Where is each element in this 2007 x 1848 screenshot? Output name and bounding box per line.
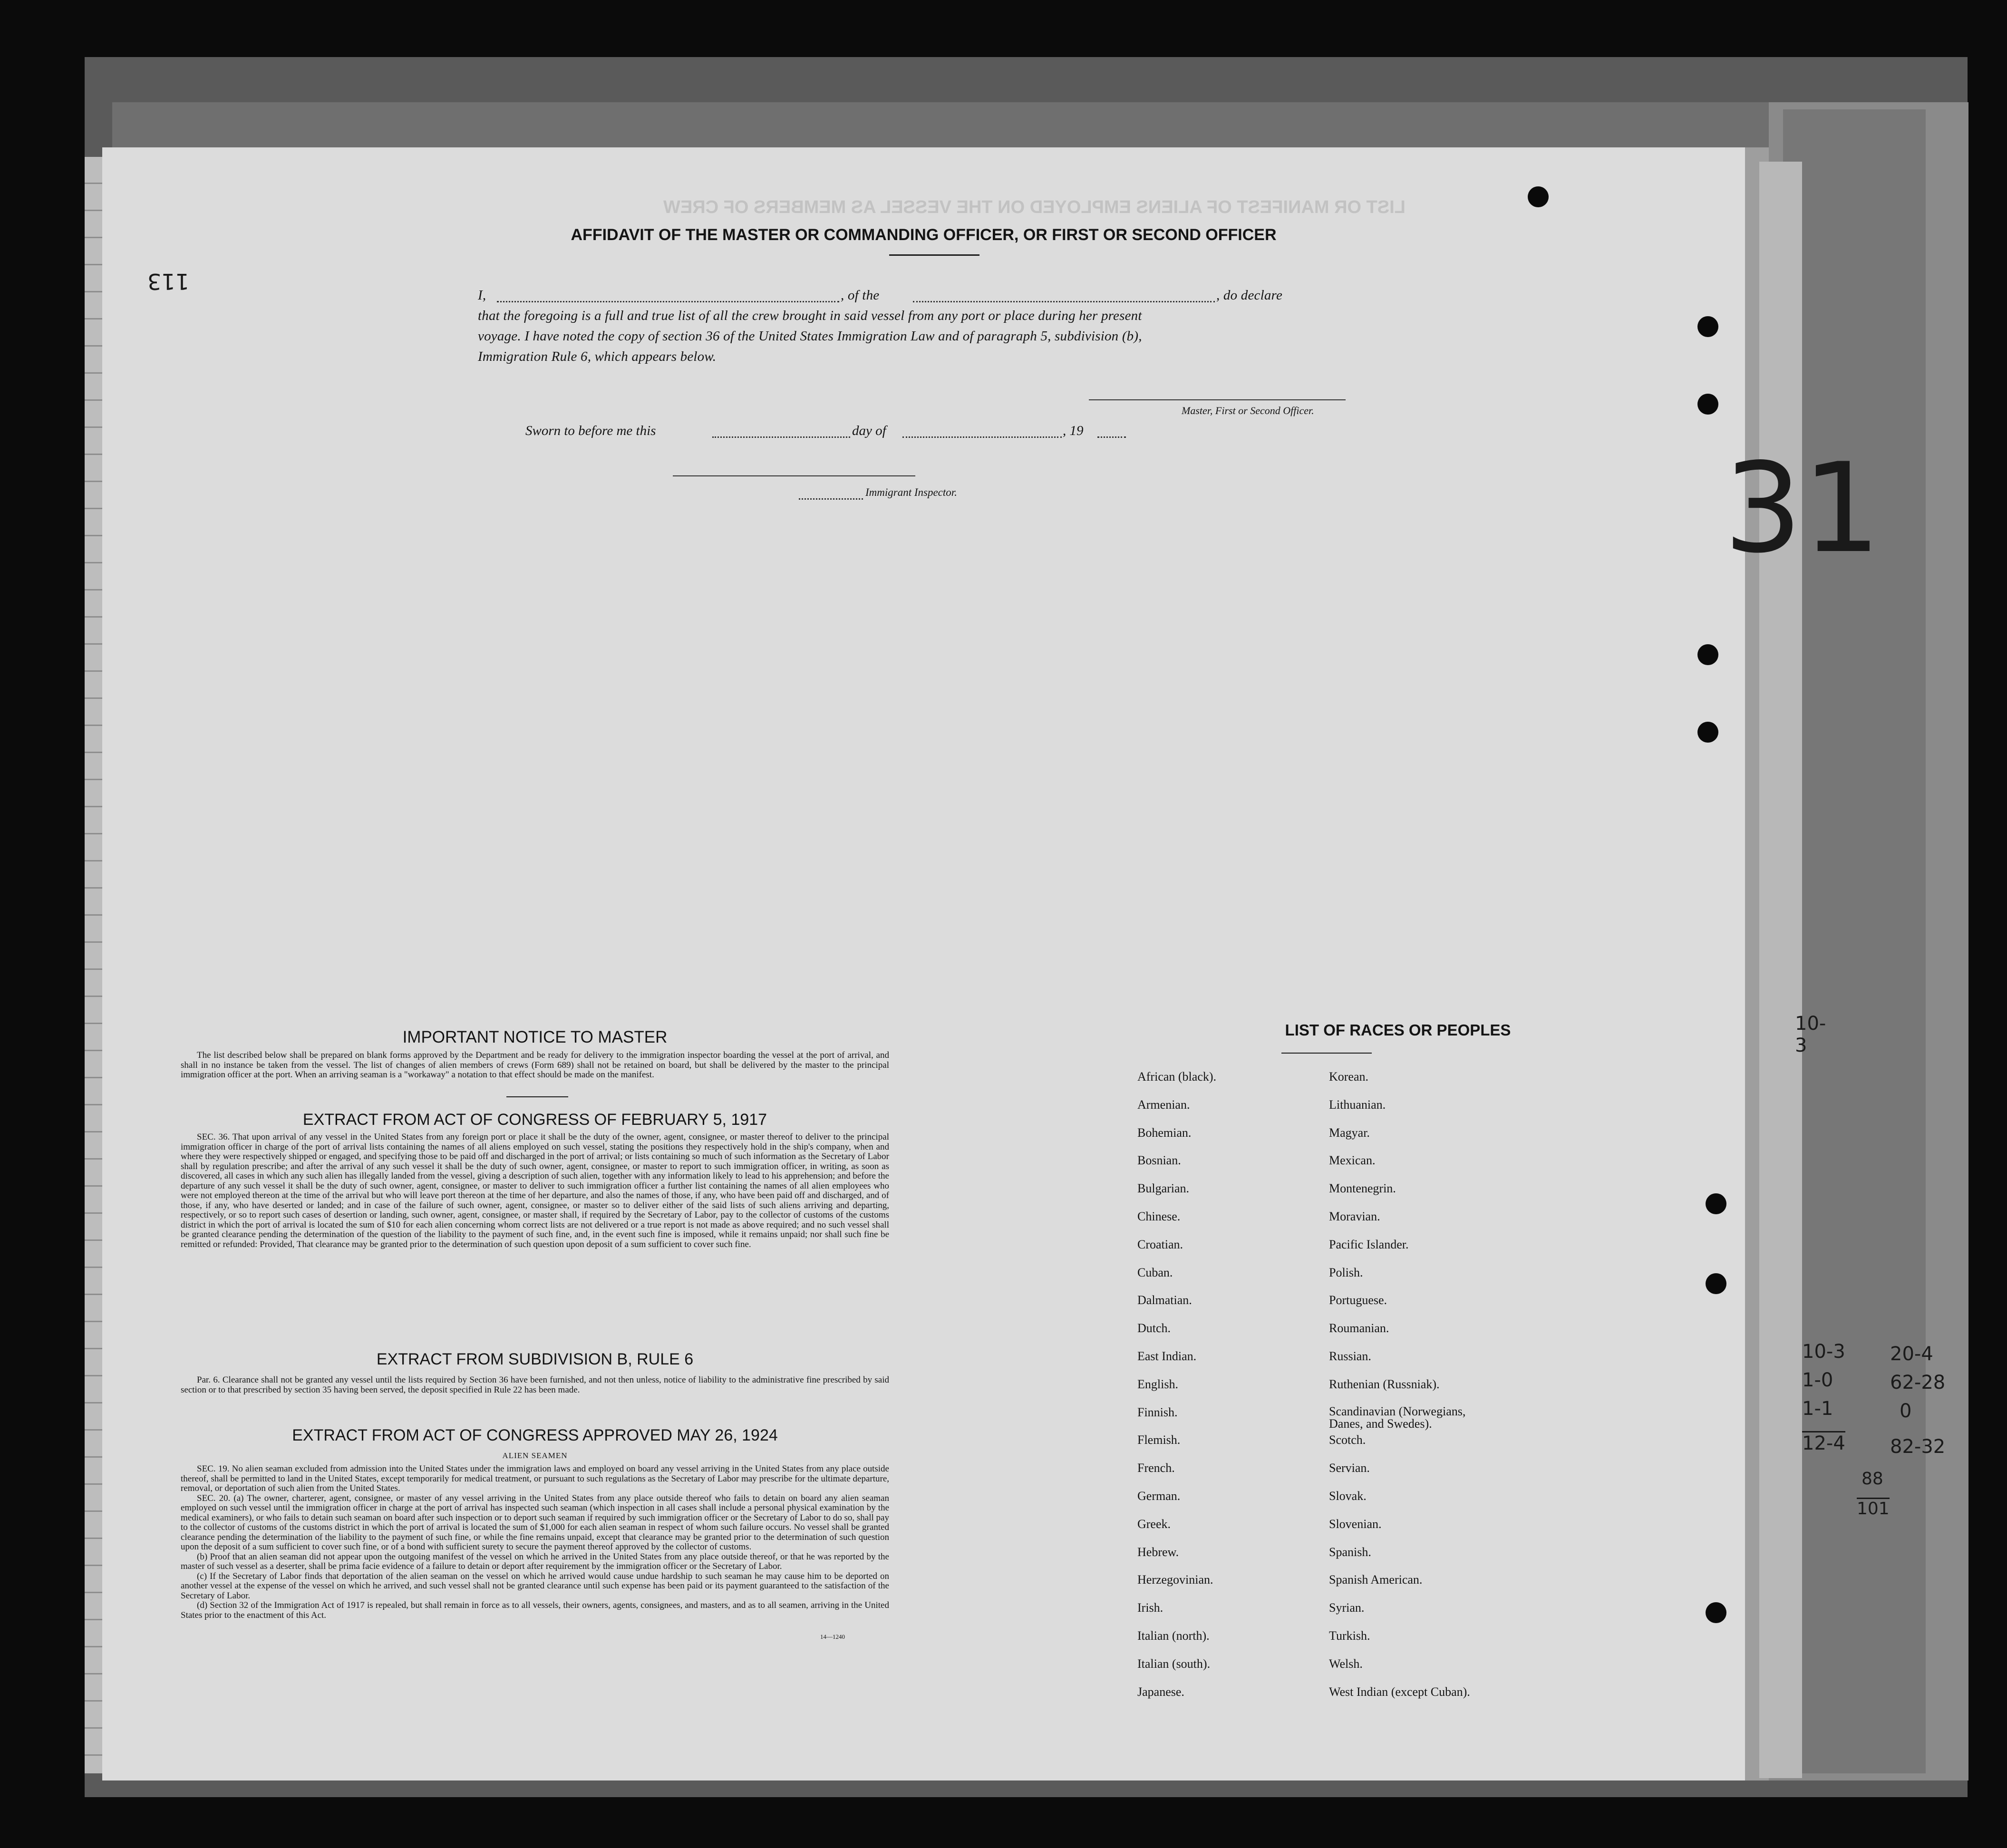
- affidavit-title: AFFIDAVIT OF THE MASTER OR COMMANDING OFFICER, OR FIRST OR SECOND OFFICER: [571, 226, 1277, 244]
- race-item: Dutch.: [1137, 1321, 1171, 1335]
- year-line: [1097, 436, 1126, 438]
- handwritten-tally-total: 12-4: [1802, 1431, 1845, 1454]
- race-item: Bohemian.: [1137, 1125, 1192, 1140]
- back-sheet-strip: [112, 102, 1776, 147]
- race-item: Ruthenian (Russniak).: [1329, 1377, 1440, 1391]
- affidavit-do-declare: , do declare: [1216, 288, 1283, 303]
- extract-rule6-body: [181, 1375, 889, 1395]
- race-item: Magyar.: [1329, 1125, 1370, 1140]
- section-20d-paragraph: (d) Section 32 of the Immigration Act of 1917 is repealed, but shall remain in force as to all vessels, their owners, agents, consignees, and masters, and as to all seamen, arriving in the United States prior to the enactment of this Act.: [181, 1600, 889, 1620]
- race-item: Chinese.: [1137, 1209, 1181, 1223]
- extract-1924-body: [181, 1464, 889, 1620]
- races-title-rule: [1281, 1053, 1372, 1054]
- race-item: Flemish.: [1137, 1433, 1181, 1447]
- race-item: Turkish.: [1329, 1629, 1370, 1643]
- punch-hole: [1706, 1602, 1726, 1623]
- section-20a-paragraph: SEC. 20. (a) The owner, charterer, agent, consignee, or master of any vessel arriving in the United States from any place outside thereof who fails to detain on board any alien seaman employed on such vessel until the immigration officer in charge at the port of arrival has inspected such seaman (which inspection in all cases shall include a personal physical examination by the medical examiners), or who fails to detain such seaman on board after such inspection or to deport such seaman if required by such immigration officer or the Secretary of Labor to do so, shall pay to the collector of customs of the customs district in which the port of arrival is located the sum of $1,000 for each alien seaman in respect of whom such failure occurs. No vessel shall be granted clearance pending the determination of the liability to the payment of such fine, or while the fine remains unpaid, except that clearance may be granted prior to the determination of such question upon the deposit of a sum sufficient to cover such fine, or of a bond with sufficient surety to secure the payment thereof approved by the collector of customs.: [181, 1493, 889, 1552]
- race-item: Moravian.: [1329, 1209, 1380, 1223]
- section-19-paragraph: SEC. 19. No alien seaman excluded from admission into the United States under the immigration laws and employed on board any vessel arriving in the United States from any place outside thereof, shall be permitted to land in the United States, except temporarily for medical treatment, or pursuant to such regulations as the Secretary of Labor may prescribe for the ultimate departure, removal, or deportation of such alien from the United States.: [181, 1464, 889, 1493]
- race-item: French.: [1137, 1461, 1175, 1475]
- section-20c-paragraph: (c) If the Secretary of Labor finds that deportation of the alien seaman on the vessel on which he arrived would cause undue hardship to such seaman he may cause him to be deported on another vessel at the expense of the vessel on which he arrived, and such vessel shall not be granted clearance until such expense has been paid or its payment guaranteed to the satisfaction of the Secretary of Labor.: [181, 1571, 889, 1601]
- race-item: Slovak.: [1329, 1489, 1367, 1503]
- race-item: Spanish American.: [1329, 1573, 1423, 1587]
- punch-hole: [1697, 394, 1718, 415]
- race-item: Montenegrin.: [1329, 1181, 1396, 1196]
- handwritten-page-number: 31: [1724, 437, 1881, 581]
- punch-hole: [1697, 644, 1718, 665]
- handwritten-tally-9: 101: [1857, 1498, 1890, 1519]
- race-item: Scandinavian (Norwegians, Danes, and Swedes).: [1329, 1404, 1466, 1431]
- extract-1917-title: EXTRACT FROM ACT OF CONGRESS OF FEBRUARY 5, 1917: [302, 1111, 767, 1129]
- rule6-paragraph: Par. 6. Clearance shall not be granted any vessel until the lists required by Section 36 have been furnished, and not then unless, notice of liability to the administrative fine prescribed by said section or to that prescribed by section 35 having been served, the deposit specified in Rule 22 has been made.: [181, 1375, 889, 1395]
- race-item: Bosnian.: [1137, 1153, 1181, 1168]
- race-item: Italian (north).: [1137, 1629, 1210, 1643]
- race-item: Lithuanian.: [1329, 1097, 1386, 1112]
- inspector-signature-line: [673, 475, 915, 476]
- handwritten-tally-1: 10-3: [1795, 1013, 1826, 1056]
- notice-paragraph: The list described below shall be prepared on blank forms approved by the Department and be ready for delivery to the immigration inspector boarding the vessel at the port of arrival, and shall in no instance be taken from the vessel. The list of changes of alien members of crews (Form 689) shall not be retained on board, but shall be delivered by the master to the principal immigration officer at the port. When an arriving seaman is a "workaway" a notation to that effect should be made on the manifest.: [181, 1050, 889, 1080]
- sworn-day-line: [712, 436, 850, 438]
- race-item: Dalmatian.: [1137, 1293, 1192, 1307]
- race-item: Korean.: [1329, 1070, 1369, 1084]
- race-item: Slovenian.: [1329, 1517, 1382, 1531]
- handwritten-tally-7: 82-32: [1890, 1436, 1946, 1458]
- inspector-caption: Immigrant Inspector.: [865, 486, 957, 498]
- race-item: Herzegovinian.: [1137, 1573, 1213, 1587]
- race-item: Armenian.: [1137, 1097, 1190, 1112]
- punch-hole: [1697, 722, 1718, 743]
- races-title: LIST OF RACES OR PEOPLES: [1285, 1021, 1511, 1039]
- punch-hole: [1706, 1193, 1726, 1214]
- handwritten-tally-8: 88: [1862, 1469, 1883, 1489]
- punch-hole: [1706, 1273, 1726, 1294]
- master-caption: Master, First or Second Officer.: [1182, 405, 1314, 416]
- extract-rule6-title: EXTRACT FROM SUBDIVISION B, RULE 6: [376, 1350, 694, 1368]
- race-item: Italian (south).: [1137, 1656, 1211, 1671]
- race-item: Servian.: [1329, 1461, 1370, 1475]
- race-item: East Indian.: [1137, 1349, 1197, 1363]
- race-item: Russian.: [1329, 1349, 1371, 1363]
- race-item: Bulgarian.: [1137, 1181, 1190, 1196]
- affidavit-line-3: voyage. I have noted the copy of section 36 of the United States Immigration Law and of paragraph 5, subdivision (b),: [478, 329, 1142, 344]
- right-edge-highlight: [1759, 162, 1802, 1778]
- race-item: Greek.: [1137, 1517, 1171, 1531]
- affidavit-line-4: Immigration Rule 6, which appears below.: [478, 349, 717, 364]
- affidavit-title-rule: [889, 254, 979, 256]
- vessel-line: [913, 301, 1215, 302]
- sworn-month-line: [902, 436, 1062, 438]
- inspector-dotted-line: [799, 498, 863, 500]
- handwritten-tally-3: 1-1: [1802, 1398, 1833, 1420]
- section-20b-paragraph: (b) Proof that an alien seaman did not appear upon the outgoing manifest of the vessel on which he arrived in the United States from any place outside thereof, or that he was reported by the master of such vessel as a deserter, shall be prima facie evidence of a failure to detain or deport after requirement by the immigration officer or the Secretary of Labor.: [181, 1551, 889, 1571]
- affidavit-of-the: , of the: [841, 288, 880, 303]
- race-item: Roumanian.: [1329, 1321, 1389, 1335]
- name-line: [497, 301, 839, 302]
- race-item: Irish.: [1137, 1601, 1163, 1615]
- handwritten-tally-5: 62-28: [1890, 1372, 1946, 1393]
- day-of-label: day of: [852, 423, 886, 438]
- form-number: 14—1240: [820, 1633, 845, 1640]
- race-item: Portuguese.: [1329, 1293, 1387, 1307]
- race-item: Scotch.: [1329, 1433, 1366, 1447]
- handwritten-tally-4: 20-4: [1890, 1343, 1933, 1365]
- race-item: Hebrew.: [1137, 1545, 1179, 1559]
- notice-body: [181, 1051, 889, 1080]
- race-item: African (black).: [1137, 1070, 1217, 1084]
- race-item: Finnish.: [1137, 1405, 1178, 1419]
- extract-1917-body: [181, 1132, 889, 1249]
- bleed-through-text: LIST OR MANIFEST OF ALIENS EMPLOYED ON THE VESSEL AS MEMBERS OF CREW: [663, 197, 1406, 217]
- race-item: Polish.: [1329, 1265, 1363, 1279]
- race-item: Pacific Islander.: [1329, 1237, 1409, 1251]
- punch-hole: [1528, 186, 1549, 207]
- alien-seamen-subtitle: ALIEN SEAMEN: [502, 1451, 568, 1460]
- handwritten-tally-2: 1-0: [1802, 1369, 1833, 1391]
- section-36-paragraph: SEC. 36. That upon arrival of any vessel in the United States from any foreign port or place it shall be the duty of the owner, agent, consignee, or master thereof to deliver to the principal immigration officer in charge of the port of arrival lists containing the names of all aliens employed on such vessel, stating the positions they respectively hold in the ship's company, when and where they were respectively shipped or engaged, and specifying those to be paid off and discharged in the port of arrival; or lists containing so much of such information as the Secretary of Labor shall by regulation prescribe; and after the arrival of any such vessel it shall be the duty of such owner, agent, consignee, or master to report to such immigration officer, in writing, as soon as discovered, all cases in which any such alien has illegally landed from the vessel, giving a description of such alien, together with any information likely to lead to his apprehension; and before the departure of any such vessel it shall be the duty of such owner, agent, consignee, or master to deliver to such immigration officer a further list containing the names of all alien employees who were not employed thereon at the time of the arrival but who will leave port thereon at the time of her departure, and also the names of those, if any, who have been paid off and discharged, and of those, if any, who have deserted or landed; and in case of the failure of such owner, agent, consignee, or master so to deliver either of the said lists of such aliens arriving and departing, respectively, or so to report such cases of desertion or landing, such owner, agent, consignee, or master shall, if required by the Secretary of Labor, pay to the collector of customs of the customs district in which the port of arrival is located the sum of $10 for each alien concerning whom correct lists are not delivered or a true report is not made as above required; and no such vessel shall be granted clearance pending the determination of the question of the liability to the payment of such fine, and, in the event such fine is imposed, while it remains unpaid; nor shall such fine be remitted or refunded: Provided, That clearance may be granted prior to the determination of such question upon deposit of a sum sufficient to cover such fine.: [181, 1132, 889, 1249]
- notice-title: IMPORTANT NOTICE TO MASTER: [402, 1028, 668, 1046]
- right-edge-shadow: [1783, 109, 1926, 1773]
- race-item: German.: [1137, 1489, 1181, 1503]
- race-item: Cuban.: [1137, 1265, 1173, 1279]
- handwritten-margin-number: 113: [147, 269, 189, 294]
- notice-rule: [506, 1096, 568, 1097]
- race-item: Syrian.: [1329, 1601, 1365, 1615]
- race-item: Japanese.: [1137, 1684, 1184, 1699]
- race-item: West Indian (except Cuban).: [1329, 1684, 1470, 1699]
- race-item: English.: [1137, 1377, 1178, 1391]
- master-signature-line: [1089, 399, 1346, 400]
- race-item: Spanish.: [1329, 1545, 1371, 1559]
- affidavit-line-2: that the foregoing is a full and true list of all the crew brought in said vessel from any port or place during her present: [478, 308, 1142, 323]
- race-item: Croatian.: [1137, 1237, 1183, 1251]
- year-prefix: , 19: [1063, 423, 1084, 438]
- race-item: Mexican.: [1329, 1153, 1376, 1168]
- handwritten-tally-1: 10-3: [1802, 1341, 1845, 1363]
- sworn-label: Sworn to before me this: [525, 423, 656, 438]
- affidavit-i: I,: [478, 288, 486, 303]
- extract-1924-title: EXTRACT FROM ACT OF CONGRESS APPROVED MAY 26, 1924: [292, 1426, 778, 1444]
- handwritten-tally-6: 0: [1900, 1400, 1912, 1422]
- race-item: Welsh.: [1329, 1656, 1363, 1671]
- punch-hole: [1697, 316, 1718, 337]
